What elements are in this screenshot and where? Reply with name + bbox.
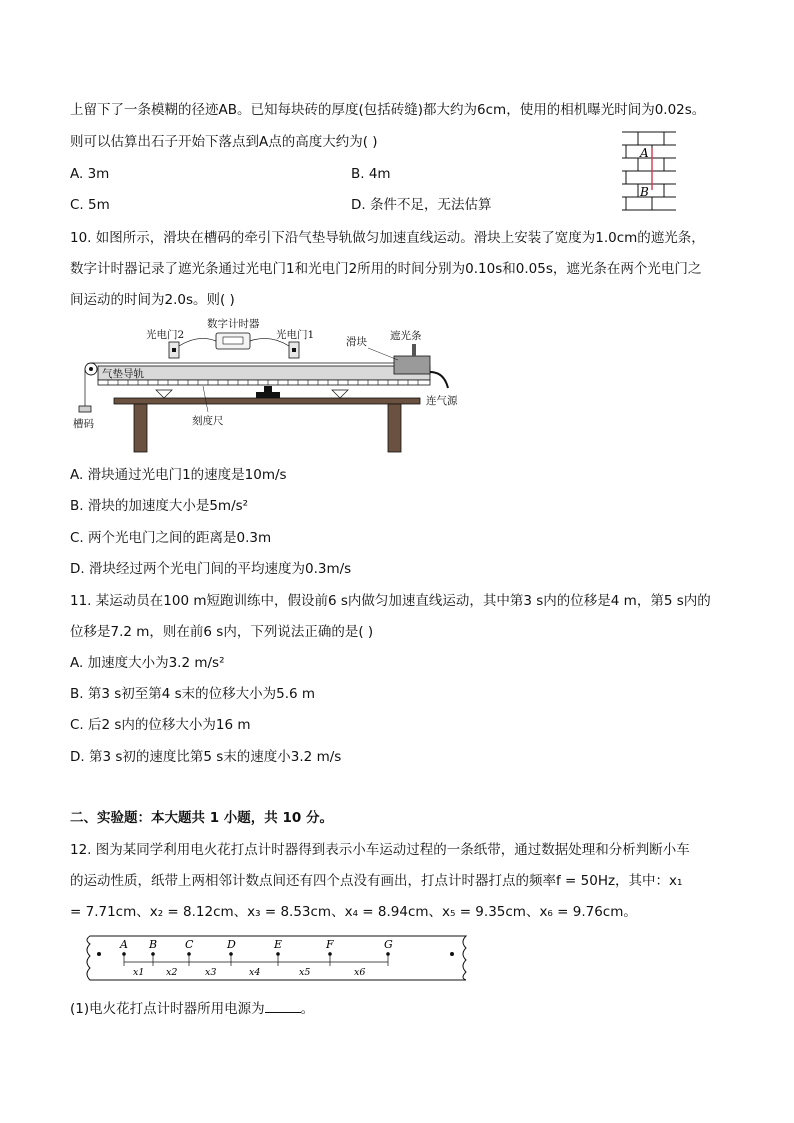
q9-option-d: D. 条件不足，无法估算 xyxy=(351,197,492,213)
brick-lines xyxy=(622,132,676,210)
table-leg-left xyxy=(134,404,147,452)
segment-label-x4: x4 xyxy=(249,967,261,978)
q12-line-1: 12. 图为某同学利用电火花打点计时器得到表示小车运动过程的一条纸带，通过数据处理和分析判断小车 xyxy=(70,842,690,858)
section-heading: 二、实验题：本大题共 1 小题，共 10 分。 xyxy=(70,810,333,826)
q12-sub-1-text: (1)电火花打点计时器所用电源为 xyxy=(70,1001,265,1017)
label-photogate-2: 光电门2 xyxy=(146,329,185,341)
label-weight: 槽码 xyxy=(73,418,94,430)
q10-line-3: 间运动的时间为2.0s。则( ) xyxy=(70,292,235,308)
q11-option-c: C. 后2 s内的位移大小为16 m xyxy=(70,717,251,733)
q11-line-2: 位移是7.2 m，则在前6 s内，下列说法正确的是( ) xyxy=(70,624,374,640)
shade-strip xyxy=(412,344,416,356)
table-leg-right xyxy=(388,404,401,452)
label-air-source: 连气源 xyxy=(426,395,458,407)
hanging-weight xyxy=(79,406,91,412)
q10-option-a: A. 滑块通过光电门1的速度是10m/s xyxy=(70,467,287,483)
q9-line-2: 则可以估算出石子开始下落点到A点的高度大约为( ) xyxy=(70,134,378,150)
label-shade-strip: 遮光条 xyxy=(390,330,422,342)
label-digital-timer: 数字计时器 xyxy=(207,318,260,330)
point-label-a: A xyxy=(120,938,128,951)
q9-line-1: 上留下了一条模糊的径迹AB。已知每块砖的厚度(包括砖缝)都大约为6cm，使用的相机曝光时间为0.02s。 xyxy=(70,102,706,118)
slider-block xyxy=(394,356,430,374)
q12-line-3: = 7.71cm、x₂ = 8.12cm、x₃ = 8.53cm、x₄ = 8.94cm、x₅ = 9.35cm、x₆ = 9.76cm。 xyxy=(70,904,637,920)
air-hose xyxy=(430,372,448,388)
paper-tape-figure xyxy=(74,932,474,984)
q10-option-c: C. 两个光电门之间的距离是0.3m xyxy=(70,530,272,546)
q11-line-1: 11. 某运动员在100 m短跑训练中，假设前6 s内做匀加速直线运动，其中第3 s内的位移是4 m，第5 s内的 xyxy=(70,593,711,609)
point-label-e: E xyxy=(274,938,283,951)
q9-option-b: B. 4m xyxy=(351,166,391,182)
label-point-b: B xyxy=(640,185,649,199)
segment-label-x6: x6 xyxy=(354,967,366,978)
label-photogate-1: 光电门1 xyxy=(276,329,315,341)
q9-option-a: A. 3m xyxy=(70,166,110,182)
point-label-f: F xyxy=(326,938,334,951)
label-slider: 滑块 xyxy=(346,336,367,348)
point-label-b: B xyxy=(149,938,158,951)
track-stand xyxy=(256,392,280,398)
point-label-g: G xyxy=(384,938,393,951)
answer-blank[interactable] xyxy=(265,1000,301,1013)
segment-label-x5: x5 xyxy=(299,967,311,978)
air-track-figure xyxy=(68,312,468,462)
table-top xyxy=(114,398,420,404)
q11-option-a: A. 加速度大小为3.2 m/s² xyxy=(70,655,225,671)
point-label-c: C xyxy=(185,938,194,951)
q12-sub-1: (1)电火花打点计时器所用电源为 。 xyxy=(70,1001,315,1017)
q11-option-d: D. 第3 s初的速度比第5 s末的速度小3.2 m/s xyxy=(70,749,342,765)
label-ruler: 刻度尺 xyxy=(192,415,224,427)
q9-option-c: C. 5m xyxy=(70,197,110,213)
label-air-track: 气垫导轨 xyxy=(102,368,144,380)
segment-label-x2: x2 xyxy=(166,967,178,978)
label-point-a: A xyxy=(640,146,649,160)
segment-label-x3: x3 xyxy=(205,967,217,978)
q12-line-2: 的运动性质，纸带上两相邻计数点间还有四个点没有画出，打点计时器打点的频率f = 50Hz，其中：x₁ xyxy=(70,873,683,889)
q10-option-d: D. 滑块经过两个光电门间的平均速度为0.3m/s xyxy=(70,561,352,577)
brick-wall-figure xyxy=(616,128,678,218)
q11-option-b: B. 第3 s初至第4 s末的位移大小为5.6 m xyxy=(70,686,316,702)
q10-option-b: B. 滑块的加速度大小是5m/s² xyxy=(70,498,249,514)
segment-label-x1: x1 xyxy=(133,967,145,978)
q10-line-1: 10. 如图所示，滑块在槽码的牵引下沿气垫导轨做匀加速直线运动。滑块上安装了宽度为1.0cm的遮光条， xyxy=(70,230,705,246)
tape-end-dot-left xyxy=(97,952,101,956)
air-track xyxy=(98,366,430,380)
q10-line-2: 数字计时器记录了遮光条通过光电门1和光电门2所用的时间分别为0.10s和0.05s，遮光条在两个光电门之 xyxy=(70,261,702,277)
tape-end-dot-right xyxy=(450,952,454,956)
point-label-d: D xyxy=(227,938,236,951)
